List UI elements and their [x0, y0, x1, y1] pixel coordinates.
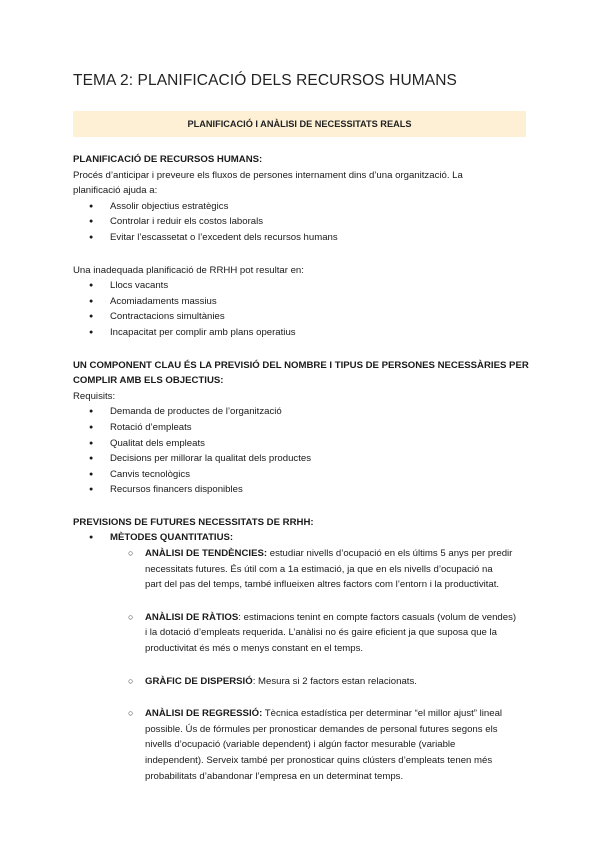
sub-term: ANÀLISI DE RÀTIOS: [145, 611, 239, 623]
section4-list: [73, 530, 533, 546]
section1-text-line1: Procés d’anticipar i preveure els fluxos de persones internament dins d’una organització. La: [73, 169, 463, 181]
section3-list: [73, 404, 533, 498]
method-item: ● MÈTODES QUANTITATIUS:: [73, 530, 533, 546]
sub-item-scatter: ○ GRÀFIC DE DISPERSIÓ: Mesura si 2 factors estan relacionats.: [73, 674, 533, 690]
section4-heading: PREVISIONS DE FUTURES NECESSITATS DE RRHH:: [73, 516, 314, 528]
sub-item-ratios: ○ ANÀLISI DE RÀTIOS: estimacions tenint en compte factors casuals (volum de vendes) i la dotació d’empleats requerida. L’anàlisi no és gaire eficient ja que suposa que la productivitat és més o menys constant en el temps.: [73, 610, 533, 657]
sub-item-trends: ○ ANÀLISI DE TENDÈNCIES: estudiar nivells d’ocupació en els últims 5 anys per predir necessitats futures. És útil com a 1a estimació, ja que en els nivells d’ocupació na part del pas del temps, també influeixen altres factors com l’entorn i la productivitat.: [73, 546, 533, 593]
list-item: ● Rotació d’empleats: [73, 420, 533, 436]
list-item: ● Recursos financers disponibles: [73, 482, 533, 498]
sub-term: ANÀLISI DE REGRESSIÓ:: [145, 708, 263, 720]
list-item: ● Acomiadaments massius: [73, 294, 533, 310]
sub-term: ANÀLISI DE TENDÈNCIES:: [145, 548, 268, 560]
section1-list: [73, 199, 533, 246]
section3-heading-line2: COMPLIR AMB ELS OBJECTIUS:: [73, 375, 224, 387]
section3-heading-line1: UN COMPONENT CLAU ÉS LA PREVISIÓ DEL NOMBRE I TIPUS DE PERSONES NECESSÀRIES PER: [73, 359, 529, 371]
list-item: ● Qualitat dels empleats: [73, 436, 533, 452]
section1-text-line2: planificació ajuda a:: [73, 185, 158, 197]
section1-heading: PLANIFICACIÓ DE RECURSOS HUMANS:: [73, 154, 263, 165]
list-item: ● Contractacions simultànies: [73, 309, 533, 325]
list-item: ● Llocs vacants: [73, 278, 533, 294]
list-item: ● Incapacitat per complir amb plans operatius: [73, 325, 533, 341]
page-title: TEMA 2: PLANIFICACIÓ DELS RECURSOS HUMANS: [73, 72, 457, 89]
list-item: ● Canvis tecnològics: [73, 467, 533, 483]
sub-item-regression: ○ ANÀLISI DE REGRESSIÓ: Tècnica estadística per determinar “el millor ajust” lineal possible. Ús de fórmules per pronosticar demandes de personal futures segons els nivells d’ocupació (variable dependent) i algún factor mesurable (variable independent). Serveix també per pronosticar quins clústers d’empleats tenen més probabilitats d’abandonar l’empresa en un determinat temps.: [73, 706, 533, 784]
sub-term: GRÀFIC DE DISPERSIÓ: [145, 675, 253, 687]
list-item: ● Controlar i reduir els costos laborals: [73, 214, 533, 230]
section2-intro: Una inadequada planificació de RRHH pot resultar en:: [73, 264, 304, 276]
list-item: ● Assolir objectius estratègics: [73, 199, 533, 215]
section2-list: [73, 278, 533, 340]
list-item: ● Evitar l’escassetat o l’excedent dels recursos humans: [73, 230, 533, 246]
section3-label: Requisits:: [73, 390, 116, 402]
banner-text: PLANIFICACIÓ I ANÀLISI DE NECESSITATS REALS: [187, 119, 412, 129]
section-banner: [73, 111, 526, 137]
list-item: ● Decisions per millorar la qualitat dels productes: [73, 451, 533, 467]
document-content: [73, 152, 533, 784]
list-item: ● Demanda de productes de l’organització: [73, 404, 533, 420]
